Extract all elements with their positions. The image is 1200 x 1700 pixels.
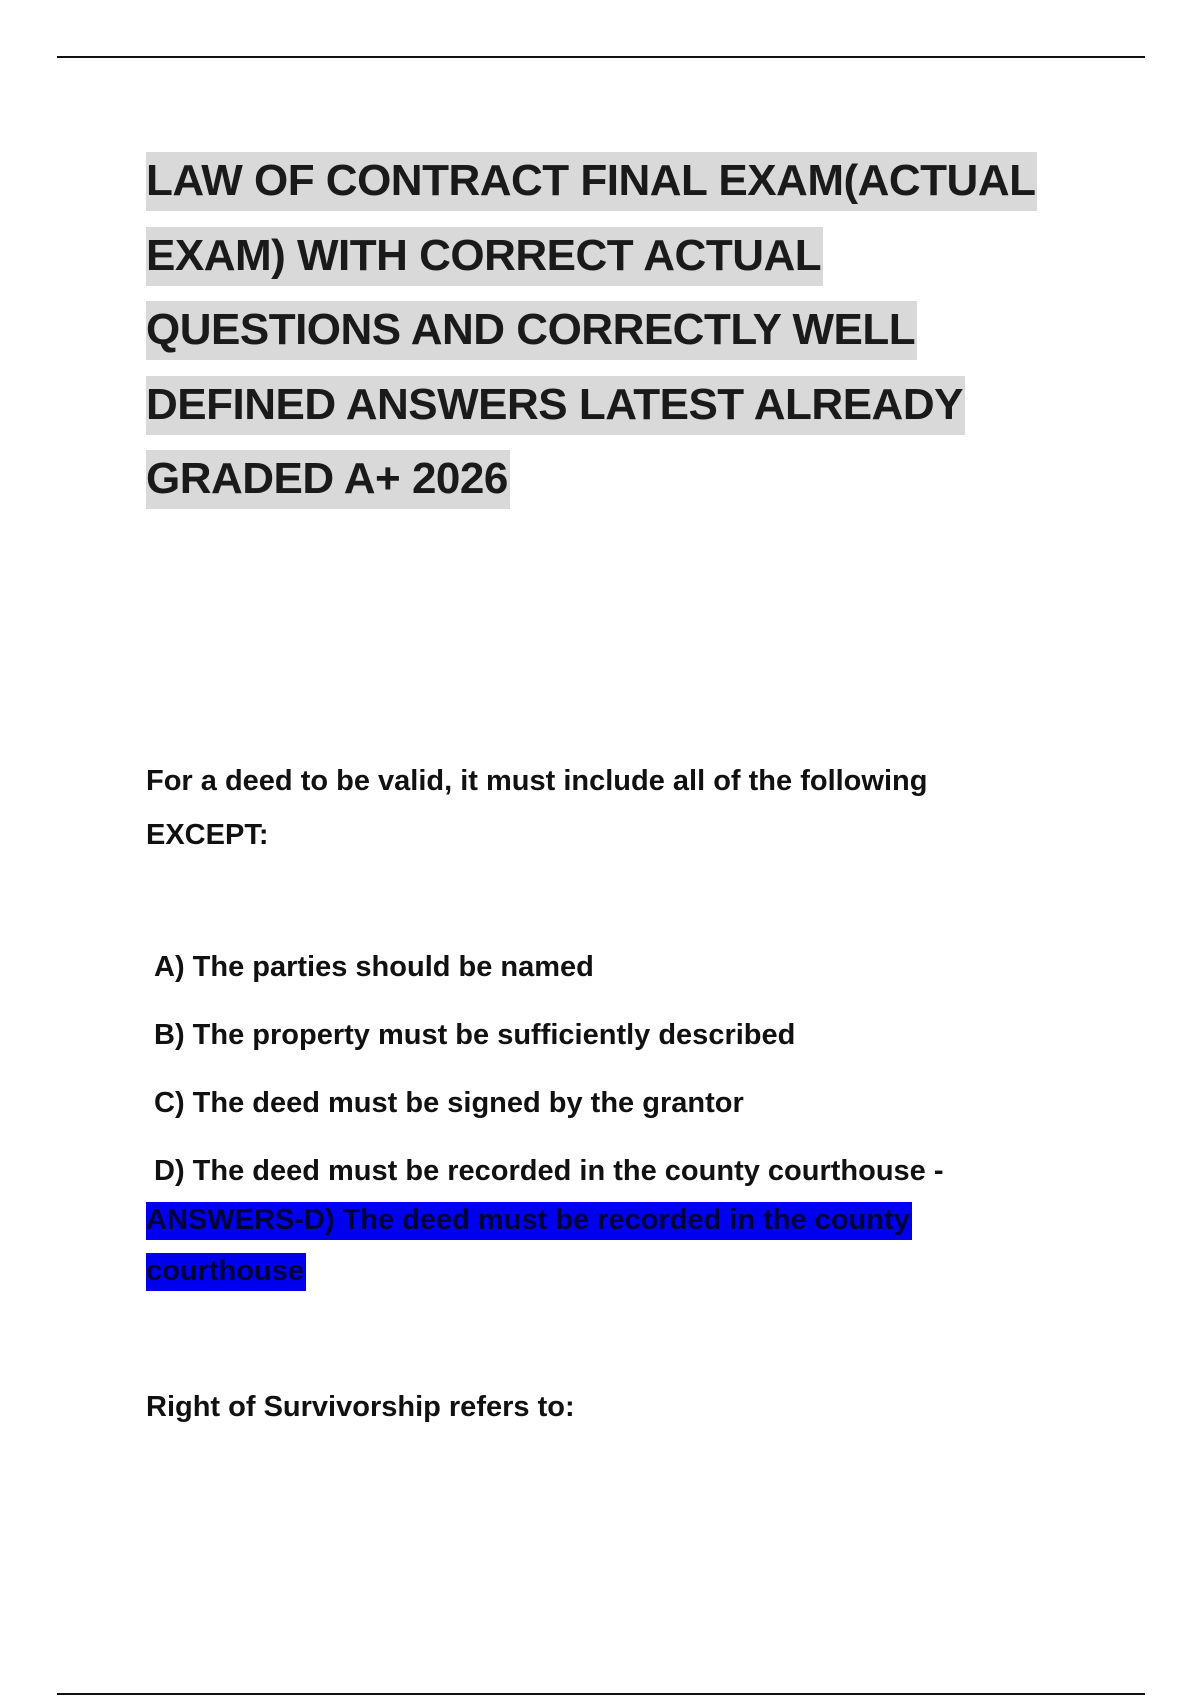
question-1-answer [146,1195,1006,1297]
title-line: EXAM) WITH CORRECT ACTUAL [146,227,823,286]
prompt-line: Right of Survivorship refers to: [146,1391,575,1423]
prompt-line: For a deed to be valid, it must include all of the following [146,765,928,797]
option-a: A) The parties should be named [154,951,594,983]
option-b: B) The property must be sufficiently described [154,1019,796,1051]
document-title [146,144,1086,517]
answer-line: courthouse [146,1253,306,1291]
prompt-line: EXCEPT: [146,819,269,851]
question-1-prompt [146,754,1046,862]
title-line: DEFINED ANSWERS LATEST ALREADY [146,376,965,435]
option-d: D) The deed must be recorded in the county courthouse - [154,1155,944,1187]
footer-rule [57,1693,1145,1695]
question-1-options [154,940,1054,1212]
answer-line: ANSWERS-D) The deed must be recorded in the county [146,1202,912,1240]
option-c: C) The deed must be signed by the grantor [154,1087,744,1119]
title-line: QUESTIONS AND CORRECTLY WELL [146,301,917,360]
title-line: GRADED A+ 2026 [146,450,510,509]
header-rule [57,56,1145,58]
title-line: LAW OF CONTRACT FINAL EXAM(ACTUAL [146,152,1037,211]
question-2-prompt [146,1380,1046,1434]
